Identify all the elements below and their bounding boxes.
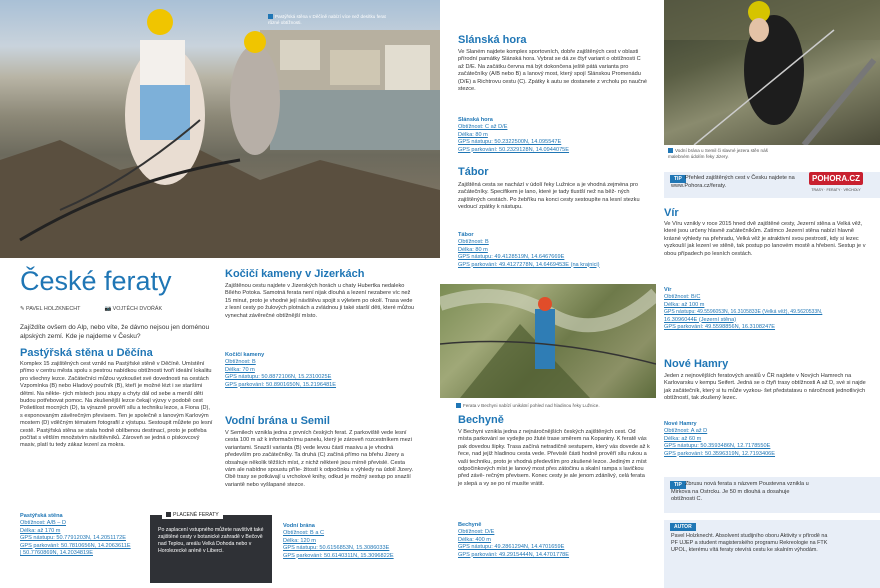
caption-mid: Ferata v Bechyni nabízí unikátní pohled nad hladinou řeky Lužnice. (456, 403, 656, 409)
byline: ✎ PAVEL HOLZKNECHT 📷 VOJTĚCH DVOŘÁK (20, 306, 163, 312)
caption-top-right: Vodní brána u Semil či slavné jezera stěn náš malebném údolím řeky Jizery. (668, 148, 768, 159)
author-tag: AUTOR (670, 523, 696, 531)
section-title-bechyne: Bechyně (458, 414, 504, 426)
author-text: Pavel Holzknecht. Absolvent studijního oboru Aktivity v přírodě na PF UJEP a student magisterského programu Rekreologie na FTK UPOL, kterému vítá feraty otevírá cestu ke skalním výhodám. (671, 533, 828, 554)
tip-tag: TIP (670, 175, 686, 183)
section-text-bechyne: V Bechyni vznikla jedna z nejnáročnějších českých zajištěných cest. Od místa parkování se vydejte po žluté trase směrem na Kopaniny. K feratě vás pak dovedou šipky. Trasa začíná netradičně sestupem, který vás dovede až k řece, nad jejíž hladinou cesta vede. Převislé části hodně prověří sílu rukou a vaši techniku, proto je vhodná především pro zkušené lezce. Jediným z míst odpočinkových míst je lanový most přes zátočinu a skalní rampa s lavičkou před závě- rečným převisem. Konec cesty je ale jenom zdánlivý, celá ferata je slepá a vy se po ní musíte vrátit. (458, 429, 650, 487)
caption-icon (456, 403, 461, 408)
info-pastyrska: Pastýřská stěna Obtížnost: A/B – D Délka: až 170 m GPS nástupu: 50.7791203N, 14.2051172E GPS parkování: 50.7810656N, 14.2063611E | 50.7760869N, 14.2034819E (20, 513, 131, 557)
section-title-kocici: Kočičí kameny v Jizerkách (225, 268, 365, 280)
section-title-pastyrska: Pastýřská stěna u Děčína (20, 347, 153, 359)
page-title: České feraty (20, 266, 172, 296)
pen-icon: ✎ (20, 306, 25, 312)
paid-ferraty-box (150, 512, 272, 583)
pohora-logo: POHORA.CZ TRASY · FERATY · VRCHOLY (806, 168, 866, 196)
caption-icon (668, 148, 673, 153)
photo-climbers-decin (0, 0, 440, 258)
info-kocici: Kočičí kameny Obtížnost: B Délka: 70 m GPS nástupu: 50.8872106N, 15.2310025E GPS parkování: 50.8901650N, 15.2196481E (225, 352, 337, 388)
tip-tag: TIP (670, 481, 686, 489)
info-hamry: Nové Hamry Obtížnost: A až D Délka: až 60 m GPS nástupu: 50.3593486N, 12.7178550E GPS parkování: 50.3596319N, 12.7193406E (664, 421, 776, 457)
photo-bechyne (440, 284, 656, 398)
paid-ferraty-tag: PLACENÉ FERATY (162, 511, 223, 519)
section-title-vodni: Vodní brána u Semil (225, 415, 330, 427)
info-bechyne: Bechyně Obtížnost: D/E Délka: 400 m GPS nástupu: 49.2861294N, 14.4701659E GPS parkování: 49.2915444N, 14.4701778E (458, 522, 570, 558)
section-title-hamry: Nové Hamry (664, 358, 729, 370)
paid-ferraty-text: Po zaplacení vstupného můžete navštívit také zajištěné cesty v botanické zahradě v Bečově nad Teplou, areálu Velká Dohoda nebo v Horolezecké aréně v Liberci. (158, 527, 264, 554)
tip-text: Zbrusu nová ferata s názvem Poustevna vznikla u Mirkova na Ostrcku. Je 50 m dlouhá a dosahuje obtížnosti C. (671, 481, 809, 503)
section-title-tabor: Tábor (458, 166, 489, 178)
section-text-hamry: Jeden z nejnovějších feratových areálů v ČR najdete v Nových Hamrech na Karlovarsku v kempu Seifert. Jedná se o čtyři trasy obtížnosti A až D, své si najde jak začátečník, který si tu může vyzkou- šet předstatavu o náročnosti jednotlivých obtížností, tak zkušený lezec. (664, 373, 866, 402)
caption-icon (268, 14, 273, 19)
section-text-vir: Ve Víru vznikly v roce 2015 hned dvě zajištěné cesty, Jezerní stěna a Velká věž, které jsou určeny hlavně začátečníkům. Zatímco Jezerní stěna nabízí hlavně krásné výhledy na přehradu, Velká věž je atraktivní svou pestrostí, kdy si lezec vyzkouší jak lezení ve stěně, tak postup po lanovém mostě a hřebeni. Sestup je v obou případech po lesních cestách. (664, 221, 866, 257)
section-text-pastyrska: Komplex 15 zajištěných cest vznikl na Pastýřské stěně v Děčíně. Umístění přímo v centru města spolu s pestrou nabídkou obtížnosti tvoří ideální lokalitu pro všechny lezce. Začátečníci můžou vyzkoušet své dovednosti na cestách Vzpomínka (B) nebo Hladový pouťník (B), kteří je možné lézt i se staršími dětmi. Na někte- rých místech jsou stupy a chyty dál od sebe a menší děti budou potřebovat pomoc. Na zkušenější lezce čekají výzvy v podobě cest Pošetilost mocných (D), ta výrazně prověří sílu a techniku lezce, a Fiona (D), s exponovaným závěrečným převisem. Ten je společně s lanovým Karlovým mostem (D) vděčným tématem fotografií z výstupu. Sestoupit můžete po lesní cestě. Pastýřská stěna se stala hodně oblíbenou destinací, proto je potřeba počítat s větším množstvím návštěvníků. Zároveň se jedná o pískovcový masiv, platí tu tedy zákaz lezení za mokra. (20, 361, 213, 449)
caption-top-left: Pastýřská stěna v Děčíně nabízí více než desítku ferat různé obtížnosti. (268, 14, 386, 25)
section-text-slanska: Ve Slaném najdete komplex sportovních, dobře zajištěných cest v oblasti přírodní památky Slánská hora. Vybrat se dá ze čtyř variant o obtížnosti C až D/E. Na začátku června má být dokončena ještě pátá varianta pro začátečníky (A/B nebo B) a lanový most, který spojí Slánskou Promenádu (D/E) a Richtrovu cestu (C). Zpátky k autu se dostanete z vrcholu po naučné stezce. (458, 49, 648, 93)
section-text-vodni: V Semilech vznikla jedna z prvních českých ferat. Z parkoviště vede lesní cesta 100 m až k informačnímu panelu, který je zároveň rozcestníkem mezi variantami. Snazší varianta (B) vede levou částí masivu a je vhodná především pro začátečníky. Ta druhá (C) začíná přímo na břehu Jizery a obsahuje několik těžších míst, z nichž některé jsou mírně převislé. Cesta vám ale nabídne spoustu příle- žitostí k odpočinku s výhledy na údolí Jizery. Obě trasy se potkávají u vrcholové knihy, odkud je možný sestup po snazší variantě nebo vyšlapané stezce. (225, 430, 414, 488)
camera-icon: 📷 (104, 306, 112, 312)
section-text-tabor: Zajištěná cesta se nachází v údolí řeky Lužnice a je vhodná zejména pro začátečníky. Specifikem je lano, které je tady tlustší než na běž- ných zajištěných cestách. Po žebříku na konci cesty sestoupíte na lesní stezku vedoucí zpátky k nástupu. (458, 182, 640, 211)
tip-text: Přehled zajištěných cest v Česku najdete na www.Pohora.cz/feraty. (671, 175, 795, 189)
info-slanska: Slánská hora Obtížnost: C až D/E Délka: 80 m GPS nástupu: 50.2322500N, 14.095547E GPS parkování: 50.2329128N, 14.0944075E (458, 117, 570, 153)
photo-vodni-brana (664, 0, 880, 145)
info-vir: Vír Obtížnost: B/C Délka: až 100 m GPS nástupu: 49.5596053N, 16.3105833E (Velká věž), 49.5620533N, 16.3096044E (Jezerní stěna) GPS parkování: 49.5598856N, 16.3108247E (664, 287, 823, 331)
info-tabor: Tábor Obtížnost: B Délka: 80 m GPS nástupu: 49.4128519N, 14.6467669E GPS parkování: 49.4127278N, 14.6469453E (na krajnici) (458, 232, 600, 268)
lead-paragraph: Zajíždíte ovšem do Alp, nebo víte, že dávno nejsou jen doménou alpských zemí. Kde je najdeme v Česku? (20, 324, 210, 340)
tip-box-poustevna (664, 477, 880, 513)
section-text-kocici: Zajištěnou cestu najdete v Jizerských horách u chaty Hubertka nedaleko Bílého Potoka. Samotná ferata není nijak dlouhá a lezení nezabere víc než 15 minut, proto je vhodné její návštěvu spojit s výletem po okolí. Trasa vede z lesní cesty po žulových plotnách a zvládnou ji také starší děti, které můžou vynechat závěrečné obtížnější místo. (225, 283, 415, 319)
section-title-slanska: Slánská hora (458, 34, 527, 46)
section-title-vir: Vír (664, 207, 679, 219)
author-box (664, 520, 880, 588)
info-vodni: Vodní brána Obtížnost: B a C Délka: 120 m GPS nástupu: 50.6156853N, 15.3086033E GPS parkování: 50.6140311N, 15.3096822E (283, 523, 394, 559)
